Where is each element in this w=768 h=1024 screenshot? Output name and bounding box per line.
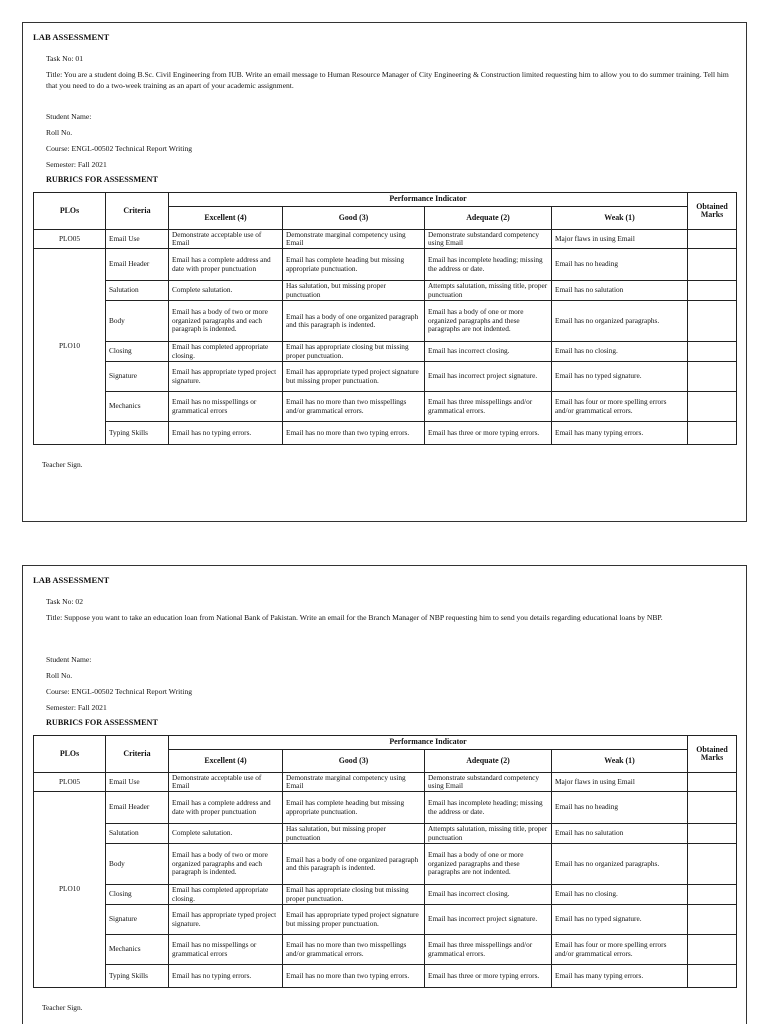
criteria-cell: Closing [106,885,169,905]
good-cell: Email has no more than two typing errors. [283,965,425,988]
excellent-cell: Demonstrate acceptable use of Email [169,773,283,792]
col-header-plos: PLOs [34,193,106,230]
excellent-cell: Complete salutation. [169,824,283,844]
table-row [34,792,737,824]
good-cell: Email has no more than two typing errors. [283,422,425,445]
table-row [34,362,737,392]
table-row [34,392,737,422]
criteria-cell: Email Header [106,249,169,281]
weak-cell: Email has no typed signature. [552,905,688,935]
excellent-cell: Email has completed appropriate closing. [169,885,283,905]
criteria-cell: Email Use [106,230,169,249]
obtained-marks-cell [688,230,737,249]
good-cell: Email has a body of one organized paragraph and this paragraph is indented. [283,301,425,342]
good-cell: Email has no more than two misspellings and/or grammatical errors. [283,935,425,965]
excellent-cell: Email has appropriate typed project signature. [169,905,283,935]
assessment-sheet-task-1 [22,22,747,522]
plo-cell: PLO05 [34,230,106,249]
col-header-obtained-marks: Obtained Marks [688,193,737,230]
col-header-excellent: Excellent (4) [169,207,283,230]
plo-cell: PLO10 [34,249,106,445]
excellent-cell: Email has no misspellings or grammatical errors [169,392,283,422]
weak-cell: Email has no salutation [552,281,688,301]
criteria-cell: Salutation [106,281,169,301]
semester-field: Semester: Fall 2021 [46,703,107,712]
roll-no-field: Roll No. [46,128,73,137]
obtained-marks-cell [688,885,737,905]
obtained-marks-cell [688,824,737,844]
col-header-weak: Weak (1) [552,207,688,230]
criteria-cell: Mechanics [106,935,169,965]
obtained-marks-cell [688,844,737,885]
weak-cell: Major flaws in using Email [552,230,688,249]
excellent-cell: Email has a complete address and date with proper punctuation [169,249,283,281]
criteria-cell: Signature [106,362,169,392]
adequate-cell: Email has a body of one or more organized paragraphs and these paragraphs are not indented. [425,301,552,342]
col-header-adequate: Adequate (2) [425,207,552,230]
table-row [34,935,737,965]
criteria-cell: Email Header [106,792,169,824]
weak-cell: Email has many typing errors. [552,422,688,445]
weak-cell: Email has four or more spelling errors and/or grammatical errors. [552,392,688,422]
weak-cell: Email has no salutation [552,824,688,844]
sheet-heading: LAB ASSESSMENT [33,575,110,585]
table-row [34,824,737,844]
excellent-cell: Email has a complete address and date with proper punctuation [169,792,283,824]
criteria-cell: Typing Skills [106,422,169,445]
good-cell: Email has complete heading but missing appropriate punctuation. [283,792,425,824]
table-row [34,342,737,362]
col-header-obtained-marks: Obtained Marks [688,736,737,773]
obtained-marks-cell [688,422,737,445]
task-number: Task No: 02 [46,597,84,606]
adequate-cell: Attempts salutation, missing title, proper punctuation [425,824,552,844]
table-row [34,773,737,792]
task-title: Title: You are a student doing B.Sc. Civil Engineering from IUB. Write an email message to Human Resource Manager of City Engineering & Construction limited requesting him to allow you to do summer training. Tell him that you need to do a two-week training as an apart of your academic assignment. [46,70,729,90]
performance-indicator-header: Performance Indicator [169,736,688,750]
adequate-cell: Email has incorrect closing. [425,885,552,905]
adequate-cell: Email has three misspellings and/or grammatical errors. [425,392,552,422]
criteria-cell: Signature [106,905,169,935]
good-cell: Email has appropriate closing but missing proper punctuation. [283,342,425,362]
good-cell: Demonstrate marginal competency using Email [283,230,425,249]
weak-cell: Email has no closing. [552,342,688,362]
excellent-cell: Complete salutation. [169,281,283,301]
good-cell: Has salutation, but missing proper punctuation [283,281,425,301]
criteria-cell: Closing [106,342,169,362]
rubrics-heading: RUBRICS FOR ASSESSMENT [46,175,158,184]
good-cell: Email has a body of one organized paragraph and this paragraph is indented. [283,844,425,885]
excellent-cell: Email has no typing errors. [169,422,283,445]
student-name-field: Student Name: [46,655,92,664]
weak-cell: Email has no organized paragraphs. [552,301,688,342]
excellent-cell: Email has a body of two or more organized paragraphs and each paragraph is indented. [169,301,283,342]
obtained-marks-cell [688,792,737,824]
col-header-criteria: Criteria [106,193,169,230]
semester-field: Semester: Fall 2021 [46,160,107,169]
good-cell: Email has appropriate closing but missing proper punctuation. [283,885,425,905]
adequate-cell: Email has a body of one or more organized paragraphs and these paragraphs are not indented. [425,844,552,885]
obtained-marks-cell [688,249,737,281]
criteria-cell: Body [106,301,169,342]
good-cell: Has salutation, but missing proper punctuation [283,824,425,844]
weak-cell: Email has many typing errors. [552,965,688,988]
obtained-marks-cell [688,935,737,965]
good-cell: Email has no more than two misspellings and/or grammatical errors. [283,392,425,422]
col-header-plos: PLOs [34,736,106,773]
adequate-cell: Demonstrate substandard competency using Email [425,230,552,249]
plo-cell: PLO10 [34,792,106,988]
col-header-criteria: Criteria [106,736,169,773]
excellent-cell: Email has appropriate typed project signature. [169,362,283,392]
adequate-cell: Email has incorrect project signature. [425,362,552,392]
adequate-cell: Email has three or more typing errors. [425,422,552,445]
col-header-weak: Weak (1) [552,750,688,773]
table-row [34,905,737,935]
obtained-marks-cell [688,965,737,988]
criteria-cell: Salutation [106,824,169,844]
assessment-sheet-task-2 [22,565,747,1024]
task-number: Task No: 01 [46,54,84,63]
criteria-cell: Email Use [106,773,169,792]
rubric-table [33,192,737,445]
col-header-excellent: Excellent (4) [169,750,283,773]
excellent-cell: Email has no typing errors. [169,965,283,988]
obtained-marks-cell [688,281,737,301]
excellent-cell: Email has no misspellings or grammatical errors [169,935,283,965]
table-row [34,844,737,885]
good-cell: Demonstrate marginal competency using Email [283,773,425,792]
course-field: Course: ENGL-00502 Technical Report Writing [46,144,193,153]
weak-cell: Email has no typed signature. [552,362,688,392]
col-header-adequate: Adequate (2) [425,750,552,773]
student-name-field: Student Name: [46,112,92,121]
obtained-marks-cell [688,392,737,422]
weak-cell: Email has no heading [552,249,688,281]
excellent-cell: Email has a body of two or more organized paragraphs and each paragraph is indented. [169,844,283,885]
roll-no-field: Roll No. [46,671,73,680]
weak-cell: Email has no organized paragraphs. [552,844,688,885]
good-cell: Email has appropriate typed project signature but missing proper punctuation. [283,362,425,392]
table-row [34,965,737,988]
obtained-marks-cell [688,905,737,935]
adequate-cell: Email has three or more typing errors. [425,965,552,988]
teacher-sign-label: Teacher Sign. [42,1003,83,1012]
obtained-marks-cell [688,773,737,792]
weak-cell: Email has four or more spelling errors and/or grammatical errors. [552,935,688,965]
criteria-cell: Mechanics [106,392,169,422]
criteria-cell: Body [106,844,169,885]
sheet-heading: LAB ASSESSMENT [33,32,110,42]
good-cell: Email has appropriate typed project signature but missing proper punctuation. [283,905,425,935]
table-row [34,885,737,905]
table-row [34,230,737,249]
adequate-cell: Email has incorrect closing. [425,342,552,362]
obtained-marks-cell [688,301,737,342]
teacher-sign-label: Teacher Sign. [42,460,83,469]
adequate-cell: Email has incomplete heading; missing the address or date. [425,792,552,824]
good-cell: Email has complete heading but missing appropriate punctuation. [283,249,425,281]
adequate-cell: Attempts salutation, missing title, proper punctuation [425,281,552,301]
table-row [34,281,737,301]
table-row [34,301,737,342]
table-row [34,422,737,445]
performance-indicator-header: Performance Indicator [169,193,688,207]
col-header-good: Good (3) [283,750,425,773]
weak-cell: Email has no heading [552,792,688,824]
weak-cell: Email has no closing. [552,885,688,905]
rubrics-heading: RUBRICS FOR ASSESSMENT [46,718,158,727]
obtained-marks-cell [688,342,737,362]
weak-cell: Major flaws in using Email [552,773,688,792]
adequate-cell: Demonstrate substandard competency using Email [425,773,552,792]
adequate-cell: Email has incorrect project signature. [425,905,552,935]
task-title: Title: Suppose you want to take an education loan from National Bank of Pakistan. Write an email for the Branch Manager of NBP requesting him to send you details regarding educational loans by NBP. [46,613,663,622]
excellent-cell: Demonstrate acceptable use of Email [169,230,283,249]
plo-cell: PLO05 [34,773,106,792]
adequate-cell: Email has incomplete heading; missing the address or date. [425,249,552,281]
course-field: Course: ENGL-00502 Technical Report Writing [46,687,193,696]
adequate-cell: Email has three misspellings and/or grammatical errors. [425,935,552,965]
col-header-good: Good (3) [283,207,425,230]
rubric-table [33,735,737,988]
obtained-marks-cell [688,362,737,392]
excellent-cell: Email has completed appropriate closing. [169,342,283,362]
table-row [34,249,737,281]
criteria-cell: Typing Skills [106,965,169,988]
